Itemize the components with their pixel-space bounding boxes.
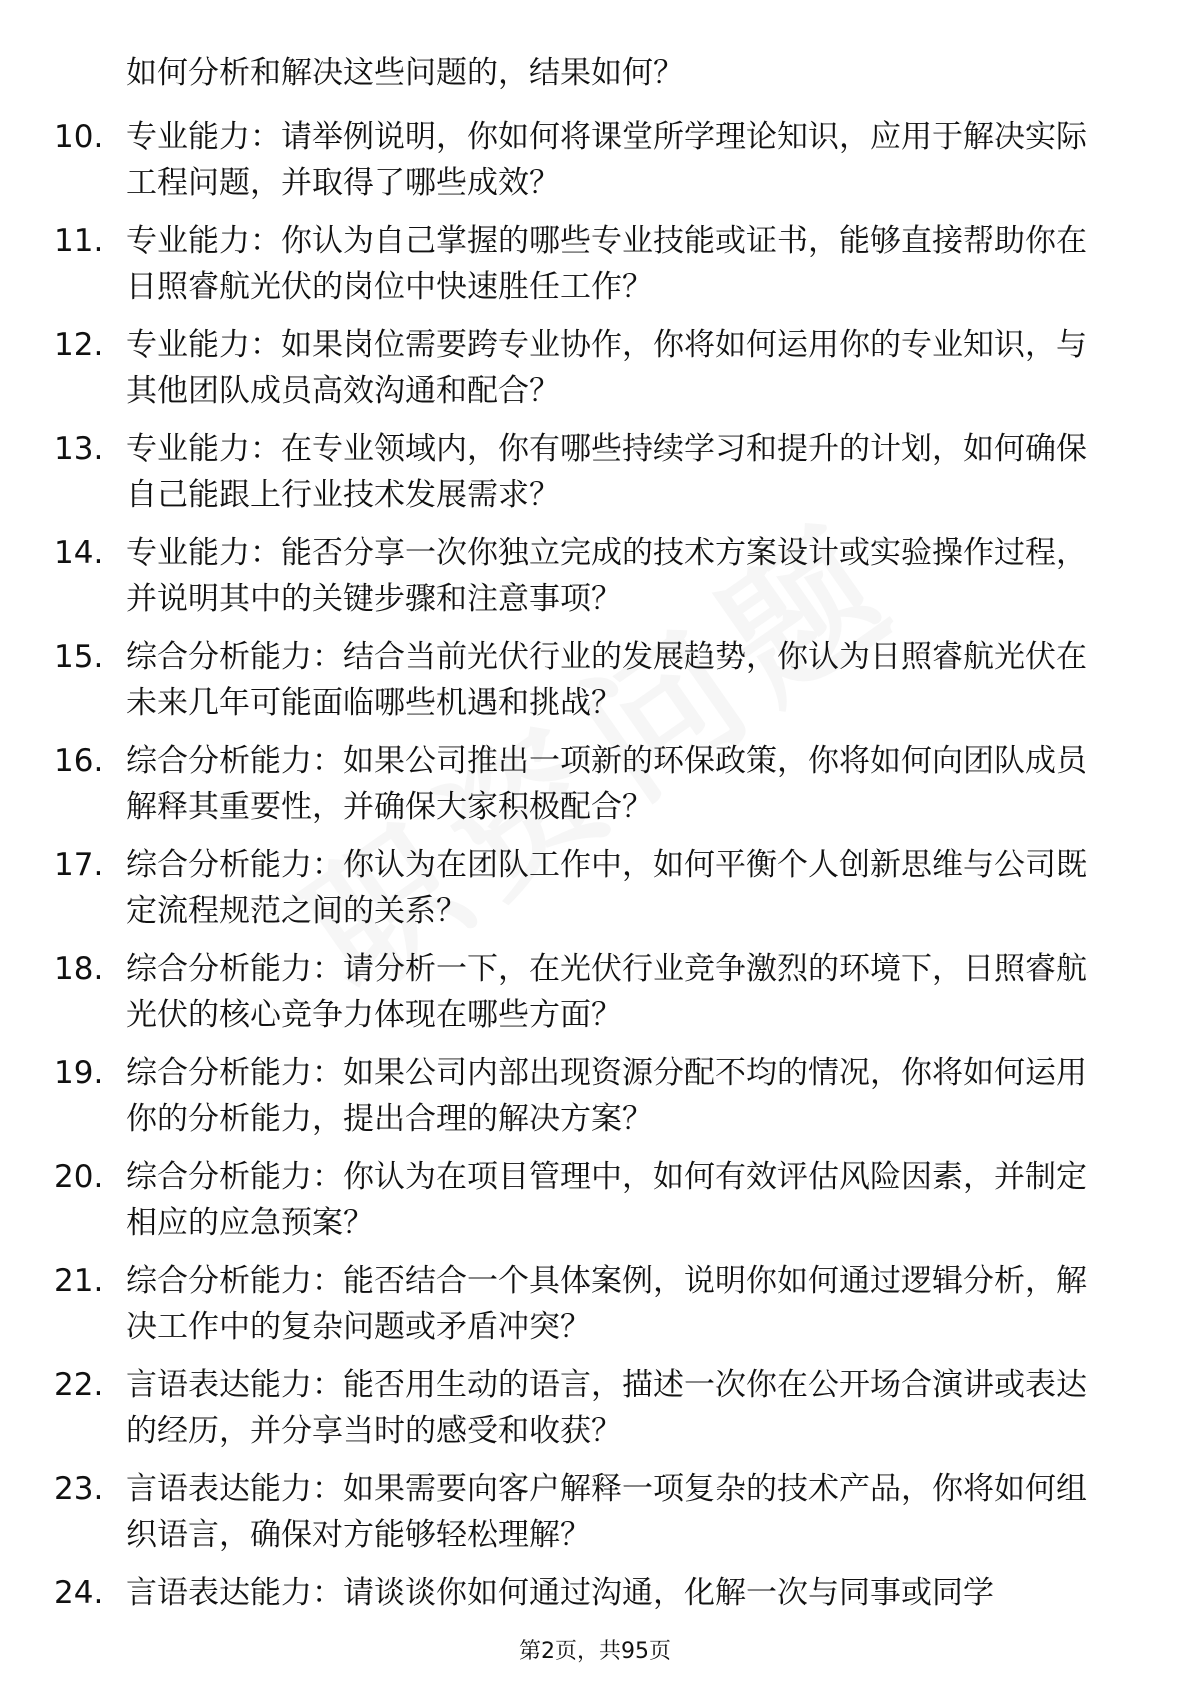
question-text: 专业能力：如果岗位需要跨专业协作，你将如何运用你的专业知识，与其他团队成员高效沟通和配合？ xyxy=(126,327,1087,409)
list-item xyxy=(0,1258,1190,1362)
question-text: 专业能力：在专业领域内，你有哪些持续学习和提升的计划，如何确保自己能跟上行业技术发展需求？ xyxy=(126,431,1087,513)
page-footer: 第2页，共95页 xyxy=(519,1639,671,1664)
question-number: 17. xyxy=(54,847,104,883)
question-number: 23. xyxy=(54,1471,104,1507)
list-item xyxy=(0,1466,1190,1570)
question-text: 专业能力：请举例说明，你如何将课堂所学理论知识，应用于解决实际工程问题，并取得了哪些成效？ xyxy=(126,119,1087,201)
question-text: 综合分析能力：你认为在团队工作中，如何平衡个人创新思维与公司既定流程规范之间的关系？ xyxy=(126,847,1087,929)
list-item xyxy=(0,634,1190,738)
question-number: 18. xyxy=(54,951,104,987)
question-list xyxy=(0,114,1190,1674)
question-number: 10. xyxy=(54,119,104,155)
list-item xyxy=(0,738,1190,842)
question-number: 13. xyxy=(54,431,104,467)
list-item xyxy=(0,530,1190,634)
question-text: 专业能力：能否分享一次你独立完成的技术方案设计或实验操作过程，并说明其中的关键步骤和注意事项？ xyxy=(126,535,1087,617)
question-number: 14. xyxy=(54,535,104,571)
question-number: 24. xyxy=(54,1575,104,1611)
list-item xyxy=(0,946,1190,1050)
question-number: 21. xyxy=(54,1263,104,1299)
question-text: 综合分析能力：结合当前光伏行业的发展趋势，你认为日照睿航光伏在未来几年可能面临哪些机遇和挑战？ xyxy=(126,639,1087,721)
list-item xyxy=(0,114,1190,218)
question-text: 言语表达能力：请谈谈你如何通过沟通，化解一次与同事或同学 xyxy=(126,1575,994,1611)
list-item xyxy=(0,1362,1190,1466)
continued-question-text: 如何分析和解决这些问题的，结果如何？ xyxy=(126,55,684,91)
question-number: 19. xyxy=(54,1055,104,1091)
question-text: 综合分析能力：请分析一下，在光伏行业竞争激烈的环境下，日照睿航光伏的核心竞争力体现在哪些方面？ xyxy=(126,951,1087,1033)
question-number: 12. xyxy=(54,327,104,363)
question-number: 15. xyxy=(54,639,104,675)
question-text: 专业能力：你认为自己掌握的哪些专业技能或证书，能够直接帮助你在日照睿航光伏的岗位中快速胜任工作？ xyxy=(126,223,1087,305)
list-item xyxy=(0,426,1190,530)
question-text: 综合分析能力：如果公司推出一项新的环保政策，你将如何向团队成员解释其重要性，并确保大家积极配合？ xyxy=(126,743,1087,825)
question-text: 综合分析能力：你认为在项目管理中，如何有效评估风险因素，并制定相应的应急预案？ xyxy=(126,1159,1087,1241)
list-item xyxy=(0,322,1190,426)
question-text: 言语表达能力：如果需要向客户解释一项复杂的技术产品，你将如何组织语言，确保对方能够轻松理解？ xyxy=(126,1471,1087,1553)
list-item xyxy=(0,1050,1190,1154)
question-text: 综合分析能力：能否结合一个具体案例，说明你如何通过逻辑分析，解决工作中的复杂问题或矛盾冲突？ xyxy=(126,1263,1087,1345)
question-text: 言语表达能力：能否用生动的语言，描述一次你在公开场合演讲或表达的经历，并分享当时的感受和收获？ xyxy=(126,1367,1087,1449)
list-item xyxy=(0,1154,1190,1258)
question-number: 20. xyxy=(54,1159,104,1195)
question-number: 22. xyxy=(54,1367,104,1403)
list-item xyxy=(0,842,1190,946)
list-item xyxy=(0,218,1190,322)
question-number: 11. xyxy=(54,223,104,259)
question-number: 16. xyxy=(54,743,104,779)
question-text: 综合分析能力：如果公司内部出现资源分配不均的情况，你将如何运用你的分析能力，提出合理的解决方案？ xyxy=(126,1055,1087,1137)
